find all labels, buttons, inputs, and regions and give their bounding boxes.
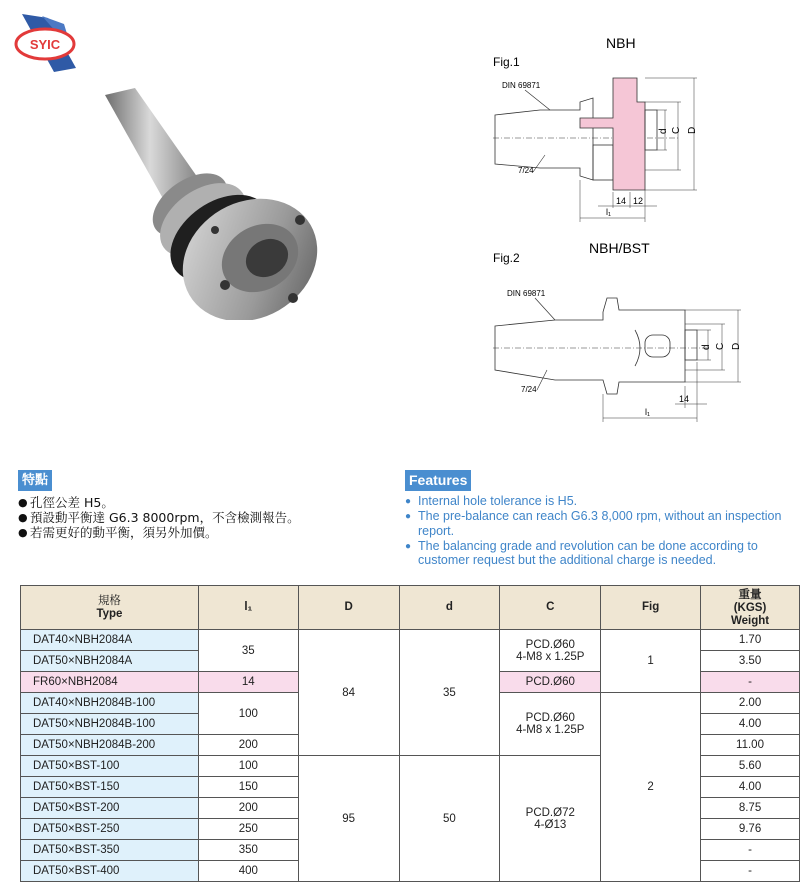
cell-type: DAT50×BST-350 bbox=[21, 840, 199, 861]
dim2-d: d bbox=[701, 344, 712, 350]
table-row bbox=[21, 630, 800, 651]
features-cn-title: 特點 bbox=[18, 470, 52, 491]
header-D: D bbox=[298, 586, 399, 630]
fig2-din: DIN 69871 bbox=[507, 289, 546, 298]
cell-type: DAT40×NBH2084A bbox=[21, 630, 199, 651]
cell-l1: 100 bbox=[198, 693, 298, 735]
cell-d: 50 bbox=[399, 756, 500, 882]
cell-l1: 200 bbox=[198, 735, 298, 756]
cell-C: PCD.Ø60 bbox=[500, 672, 601, 693]
cell-type: DAT50×BST-250 bbox=[21, 819, 199, 840]
logo-text: SYIC bbox=[29, 37, 61, 52]
list-item: ● 若需更好的動平衡，須另外加價。 bbox=[18, 525, 218, 540]
features-cn-section bbox=[18, 470, 388, 540]
list-item: ● 孔徑公差 H5。 bbox=[18, 495, 114, 510]
dim-D: D bbox=[687, 126, 698, 134]
cell-weight: 11.00 bbox=[701, 735, 800, 756]
cell-d: 35 bbox=[399, 630, 500, 756]
fig1-title: NBH bbox=[606, 35, 636, 51]
cell-D: 84 bbox=[298, 630, 399, 756]
cell-weight: 9.76 bbox=[701, 819, 800, 840]
cell-l1: 400 bbox=[198, 861, 298, 882]
fig1-label: Fig.1 bbox=[493, 55, 520, 69]
dim2-C: C bbox=[715, 342, 726, 350]
cell-D: 95 bbox=[298, 756, 399, 882]
header-type: 規格 Type bbox=[21, 586, 199, 630]
dim2-l1: l₁ bbox=[645, 407, 651, 417]
cell-type: DAT40×NBH2084B-100 bbox=[21, 693, 199, 714]
cell-type: DAT50×NBH2084A bbox=[21, 651, 199, 672]
cell-weight: 8.75 bbox=[701, 798, 800, 819]
cell-weight: 2.00 bbox=[701, 693, 800, 714]
dim-C: C bbox=[671, 126, 682, 134]
cell-C: PCD.Ø72 4-Ø13 bbox=[500, 756, 601, 882]
features-en-title: Features bbox=[405, 470, 471, 491]
cell-type: DAT50×NBH2084B-200 bbox=[21, 735, 199, 756]
table-header-row bbox=[21, 586, 800, 630]
dim-d: d bbox=[658, 128, 669, 134]
dim-14: 14 bbox=[616, 196, 627, 206]
list-item: ● The pre-balance can reach G6.3 8,000 rpm, without an inspection report. bbox=[405, 509, 782, 538]
cell-l1: 350 bbox=[198, 840, 298, 861]
cell-l1: 14 bbox=[198, 672, 298, 693]
cell-C: PCD.Ø60 4-M8 x 1.25P bbox=[500, 693, 601, 756]
header-d: d bbox=[399, 586, 500, 630]
cell-C: PCD.Ø60 4-M8 x 1.25P bbox=[500, 630, 601, 672]
dim2-D: D bbox=[731, 342, 742, 350]
list-item: ● 預設動平衡達 G6.3 8000rpm，不含檢測報告。 bbox=[18, 510, 300, 525]
list-item: ● The balancing grade and revolution can be done according to customer request but the additional charge is needed. bbox=[405, 538, 758, 568]
cell-fig: 1 bbox=[601, 630, 701, 693]
cell-type: DAT50×BST-200 bbox=[21, 798, 199, 819]
cell-weight: 4.00 bbox=[701, 777, 800, 798]
dim-l1: l₁ bbox=[606, 207, 612, 217]
cell-fig: 2 bbox=[601, 693, 701, 882]
cell-l1: 100 bbox=[198, 756, 298, 777]
header-weight: 重量 (KGS) Weight bbox=[701, 586, 800, 630]
cell-l1: 35 bbox=[198, 630, 298, 672]
fig2-taper: 7/24 bbox=[521, 385, 537, 394]
cell-l1: 150 bbox=[198, 777, 298, 798]
header-fig: Fig bbox=[601, 586, 701, 630]
cell-weight: - bbox=[701, 840, 800, 861]
cell-weight: 1.70 bbox=[701, 630, 800, 651]
fig2-label: Fig.2 bbox=[493, 251, 520, 265]
cell-type: DAT50×BST-100 bbox=[21, 756, 199, 777]
features-en-section bbox=[405, 470, 790, 568]
header-l1: l₁ bbox=[198, 586, 298, 630]
cell-type: DAT50×BST-150 bbox=[21, 777, 199, 798]
list-item: ● Internal hole tolerance is H5. bbox=[405, 494, 578, 508]
tool-holder-photo bbox=[75, 80, 335, 320]
cell-weight: - bbox=[701, 861, 800, 882]
cell-weight: - bbox=[701, 672, 800, 693]
technical-drawings bbox=[485, 30, 785, 425]
cell-weight: 5.60 bbox=[701, 756, 800, 777]
brand-logo bbox=[14, 10, 84, 76]
cell-weight: 4.00 bbox=[701, 714, 800, 735]
cell-l1: 200 bbox=[198, 798, 298, 819]
cell-type: DAT50×NBH2084B-100 bbox=[21, 714, 199, 735]
spec-table bbox=[20, 585, 800, 882]
cell-weight: 3.50 bbox=[701, 651, 800, 672]
cell-type: DAT50×BST-400 bbox=[21, 861, 199, 882]
fig1-din: DIN 69871 bbox=[502, 81, 541, 90]
fig2-title: NBH/BST bbox=[589, 240, 650, 256]
fig1-taper: 7/24 bbox=[518, 166, 534, 175]
header-C: C bbox=[500, 586, 601, 630]
cell-l1: 250 bbox=[198, 819, 298, 840]
dim2-14: 14 bbox=[679, 394, 690, 404]
dim-12: 12 bbox=[633, 196, 644, 206]
cell-type: FR60×NBH2084 bbox=[21, 672, 199, 693]
